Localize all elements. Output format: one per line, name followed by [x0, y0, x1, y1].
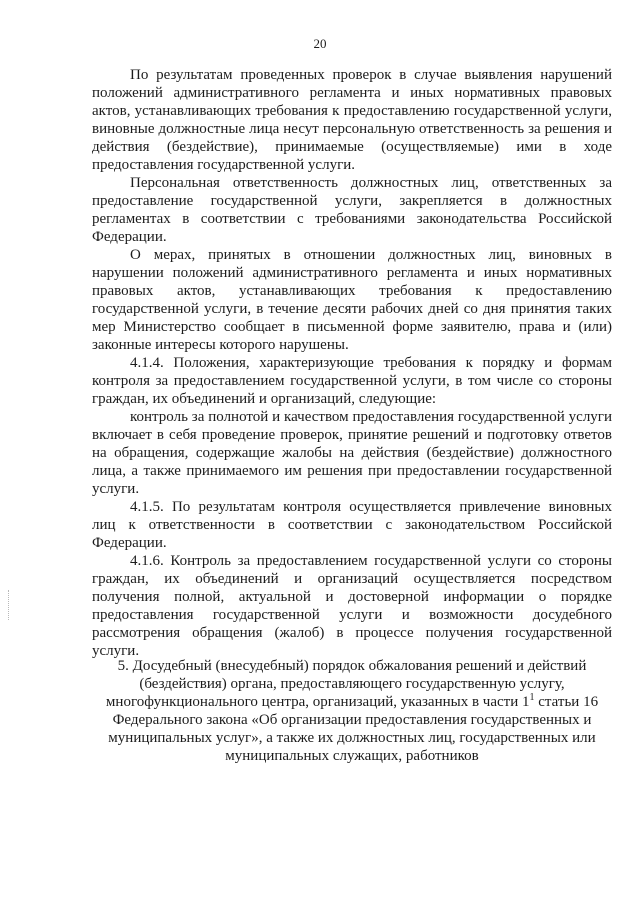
page-number: 20 — [313, 36, 327, 51]
heading-line: муниципальных услуг», а также их должностных лиц, государственных или — [108, 730, 596, 746]
heading-line: муниципальных служащих, работников — [225, 748, 479, 764]
heading-line: (бездействия) органа, предоставляющего государственную услугу, — [139, 676, 565, 692]
paragraph-4-1-4: 4.1.4. Положения, характеризующие требования к порядку и формам контроля за предоставлением государственной услуги, в том числе со стороны граждан, их объединений и организаций, следующие: — [92, 355, 612, 407]
section-5-heading — [92, 657, 612, 765]
paragraph-4-1-5: 4.1.5. По результатам контроля осуществляется привлечение виновных лиц к ответственности в соответствии с законодательством Российской Федерации. — [92, 499, 612, 551]
paragraph-control-scope: контроль за полнотой и качеством предоставления государственной услуги включает в себя проведение проверок, принятие решений и подготовку ответов на обращения, содержащие жалобы на действия (бездействие) должностного лица, а также принимаемого им решения при предоставлении государственной услуги. — [92, 409, 612, 497]
scan-edge-mark — [8, 590, 11, 620]
paragraph-4-1-6: 4.1.6. Контроль за предоставлением государственной услуги со стороны граждан, их объединений и организаций осуществляется посредством получения полной, актуальной и достоверной информации о порядке предоставления государственной услуги и возможности досудебного рассмотрения обращения (жалоб) в процессе получения государственной услуги. — [92, 553, 612, 659]
heading-text: многофункционального центра, организаций, указанных в части 1 — [105, 694, 530, 710]
paragraph-personal-responsibility: Персональная ответственность должностных лиц, ответственных за предоставление государственной услуги, закрепляется в должностных регламентах в соответствии с требованиями законодательства Российской Федерации. — [92, 175, 612, 245]
heading-text: статьи 16 — [534, 694, 599, 710]
heading-line — [92, 693, 612, 711]
paragraph-responsibility: По результатам проведенных проверок в случае выявления нарушений положений административного регламента и иных нормативных правовых актов, устанавливающих требования к предоставлению государственной услуги, виновные должностные лица несут персональную ответственность за решения и действия (бездействие), принимаемые (осуществляемые) ими в ходе предоставления государственной услуги. — [92, 67, 612, 173]
superscript-part-number: 1 — [529, 692, 535, 703]
heading-line: 5. Досудебный (внесудебный) порядок обжалования решений и действий — [117, 658, 587, 674]
body-text — [92, 66, 612, 660]
paragraph-measures: О мерах, принятых в отношении должностных лиц, виновных в нарушении положений административного регламента и иных нормативных правовых актов, устанавливающих требования к предоставлению государственной услуги, в течение десяти рабочих дней со дня принятия таких мер Министерство сообщает в письменной форме заявителю, права и (или) законные интересы которого нарушены. — [92, 247, 612, 353]
heading-line: Федерального закона «Об организации предоставления государственных и — [112, 712, 592, 728]
